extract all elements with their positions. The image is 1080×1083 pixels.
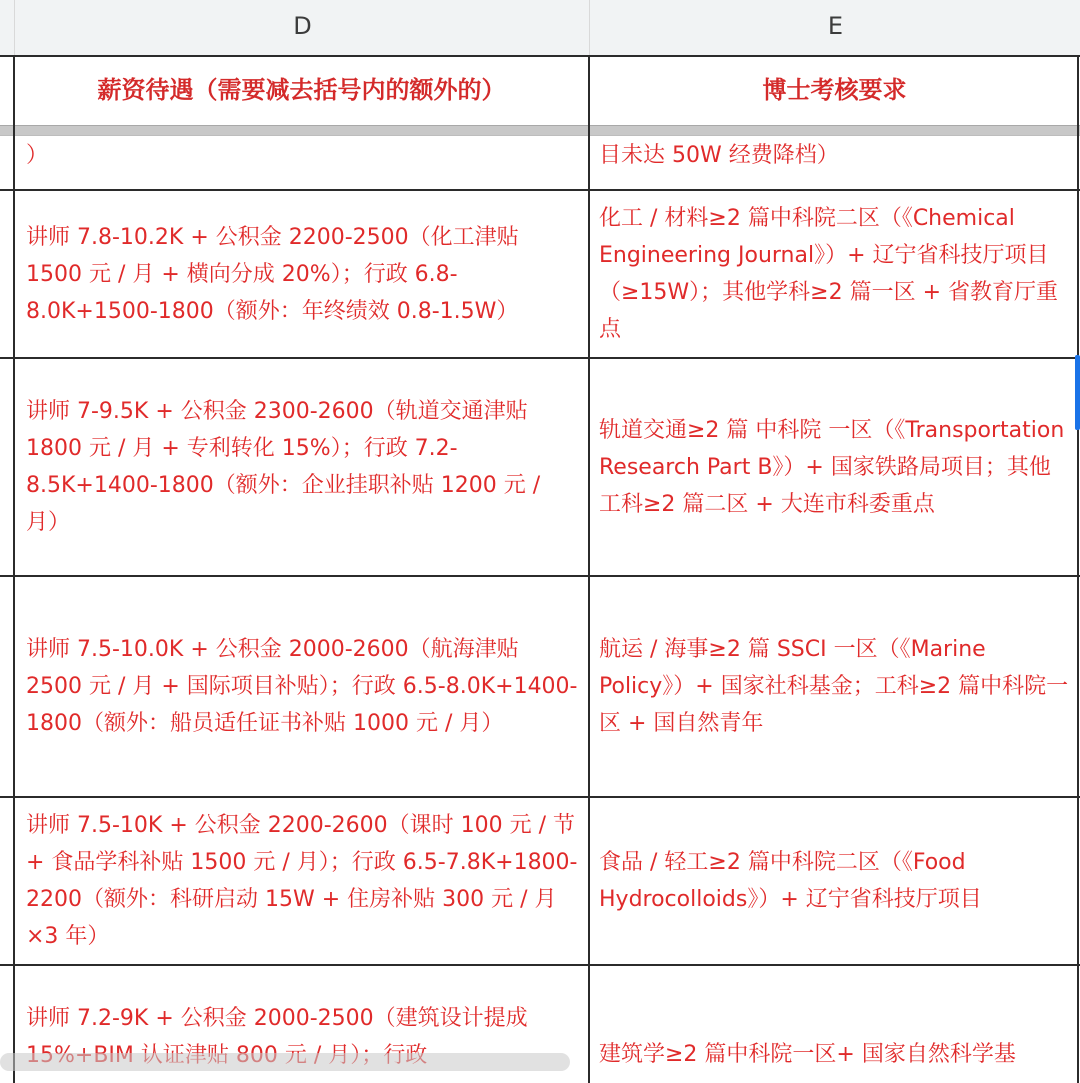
table-row [0,577,1080,798]
table-row [0,134,1080,191]
vertical-scrollbar-thumb[interactable] [1075,355,1080,430]
column-header-bar [0,0,1080,56]
requirement-cell[interactable]: 航运 / 海事≥2 篇 SSCI 一区（《Marine Policy》）+ 国家社科基金；工科≥2 篇中科院一区 + 国自然青年 [599,637,1069,736]
frozen-header-row [0,55,1080,125]
grid-line [588,55,590,1083]
requirement-cell[interactable]: 目未达 50W 经费降档） [599,143,839,168]
requirement-cell[interactable]: 食品 / 轻工≥2 篇中科院二区（《Food Hydrocolloids》）+ 辽宁省科技厅项目 [599,850,982,912]
horizontal-scrollbar[interactable] [0,1053,570,1071]
header-cell-phd-requirements[interactable]: 博士考核要求 [762,76,907,104]
requirement-cell[interactable]: 轨道交通≥2 篇 中科院 一区（《Transportation Research Part B》）+ 国家铁路局项目；其他工科≥2 篇二区 + 大连市科委重点 [599,417,1065,517]
grid-line [1077,55,1079,1083]
salary-cell[interactable]: 讲师 7.5-10.0K + 公积金 2000-2600（航海津贴 2500 元 / 月 + 国际项目补贴）；行政 6.5-8.0K+1400-1800（额外：船员适任证书补贴 1000 元 / 月） [26,637,578,736]
salary-cell[interactable]: 讲师 7.5-10K + 公积金 2200-2600（课时 100 元 / 节 + 食品学科补贴 1500 元 / 月）；行政 6.5-7.8K+1800-2200（额外：科研启动 15W + 住房补贴 300 元 / 月 ×3 年） [26,813,578,949]
salary-cell[interactable]: ） [26,143,49,168]
header-cell-salary[interactable]: 薪资待遇（需要减去括号内的额外的） [97,76,506,104]
salary-cell[interactable]: 讲师 7.2-9K + 公积金 2000-2500（建筑设计提成 [26,1006,528,1031]
table-row [0,798,1080,966]
grid-line [0,55,1080,57]
requirement-cell[interactable]: 化工 / 材料≥2 篇中科院二区（《Chemical Engineering Journal》）+ 辽宁省科技厅项目（≥15W）；其他学科≥2 篇一区 + 省教育厅重点 [599,206,1059,342]
salary-cell[interactable]: 讲师 7.8-10.2K + 公积金 2200-2500（化工津贴 1500 元 / 月 + 横向分成 20%）；行政 6.8-8.0K+1500-1800（额外：年终绩效 0.8-1.5W） [26,224,519,324]
column-header-d[interactable]: D [14,0,590,55]
column-header-e[interactable]: E [589,0,1080,55]
grid-line [13,55,15,1083]
salary-cell[interactable]: 讲师 7-9.5K + 公积金 2300-2600（轨道交通津贴 1800 元 / 月 + 专利转化 15%）；行政 7.2-8.5K+1400-1800（额外：企业挂职补贴 1200 元 / 月） [26,399,541,535]
table-row [0,359,1080,577]
requirement-cell[interactable]: 建筑学≥2 篇中科院一区+ 国家自然科学基 [599,1042,1016,1067]
table-row [0,191,1080,359]
